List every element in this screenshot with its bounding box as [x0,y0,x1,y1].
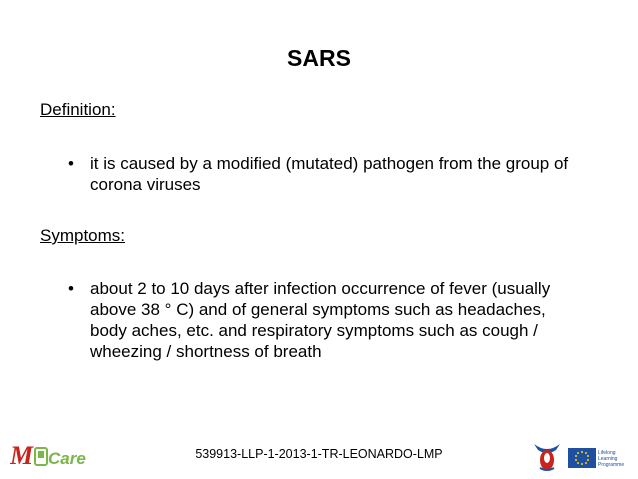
slide-title: SARS [287,45,351,71]
svg-text:Learning: Learning [598,456,618,462]
svg-text:Lifelong: Lifelong [598,450,616,456]
symptoms-heading: Symptoms: [40,226,126,245]
svg-text:M: M [10,441,34,469]
svg-text:Care: Care [48,449,86,468]
symptoms-bullet-text: about 2 to 10 days after infection occurrence of fever (usually above 38 ° C) and of general symptoms such as headaches, body aches, etc. and respiratory symptoms such as cough / wheezing / shortness of breath [90,279,551,361]
definition-bullet-text: it is caused by a modified (mutated) pathogen from the group of corona viruses [90,154,569,194]
bullet-dot: • [68,154,74,173]
svg-text:Programme: Programme [598,462,625,468]
partner-emblem-logo [530,440,564,472]
bullet-dot: • [68,279,74,298]
eu-lifelong-learning-logo [568,448,630,468]
project-code: 539913-LLP-1-2013-1-TR-LEONARDO-LMP [195,447,443,461]
definition-heading: Definition: [40,100,116,119]
